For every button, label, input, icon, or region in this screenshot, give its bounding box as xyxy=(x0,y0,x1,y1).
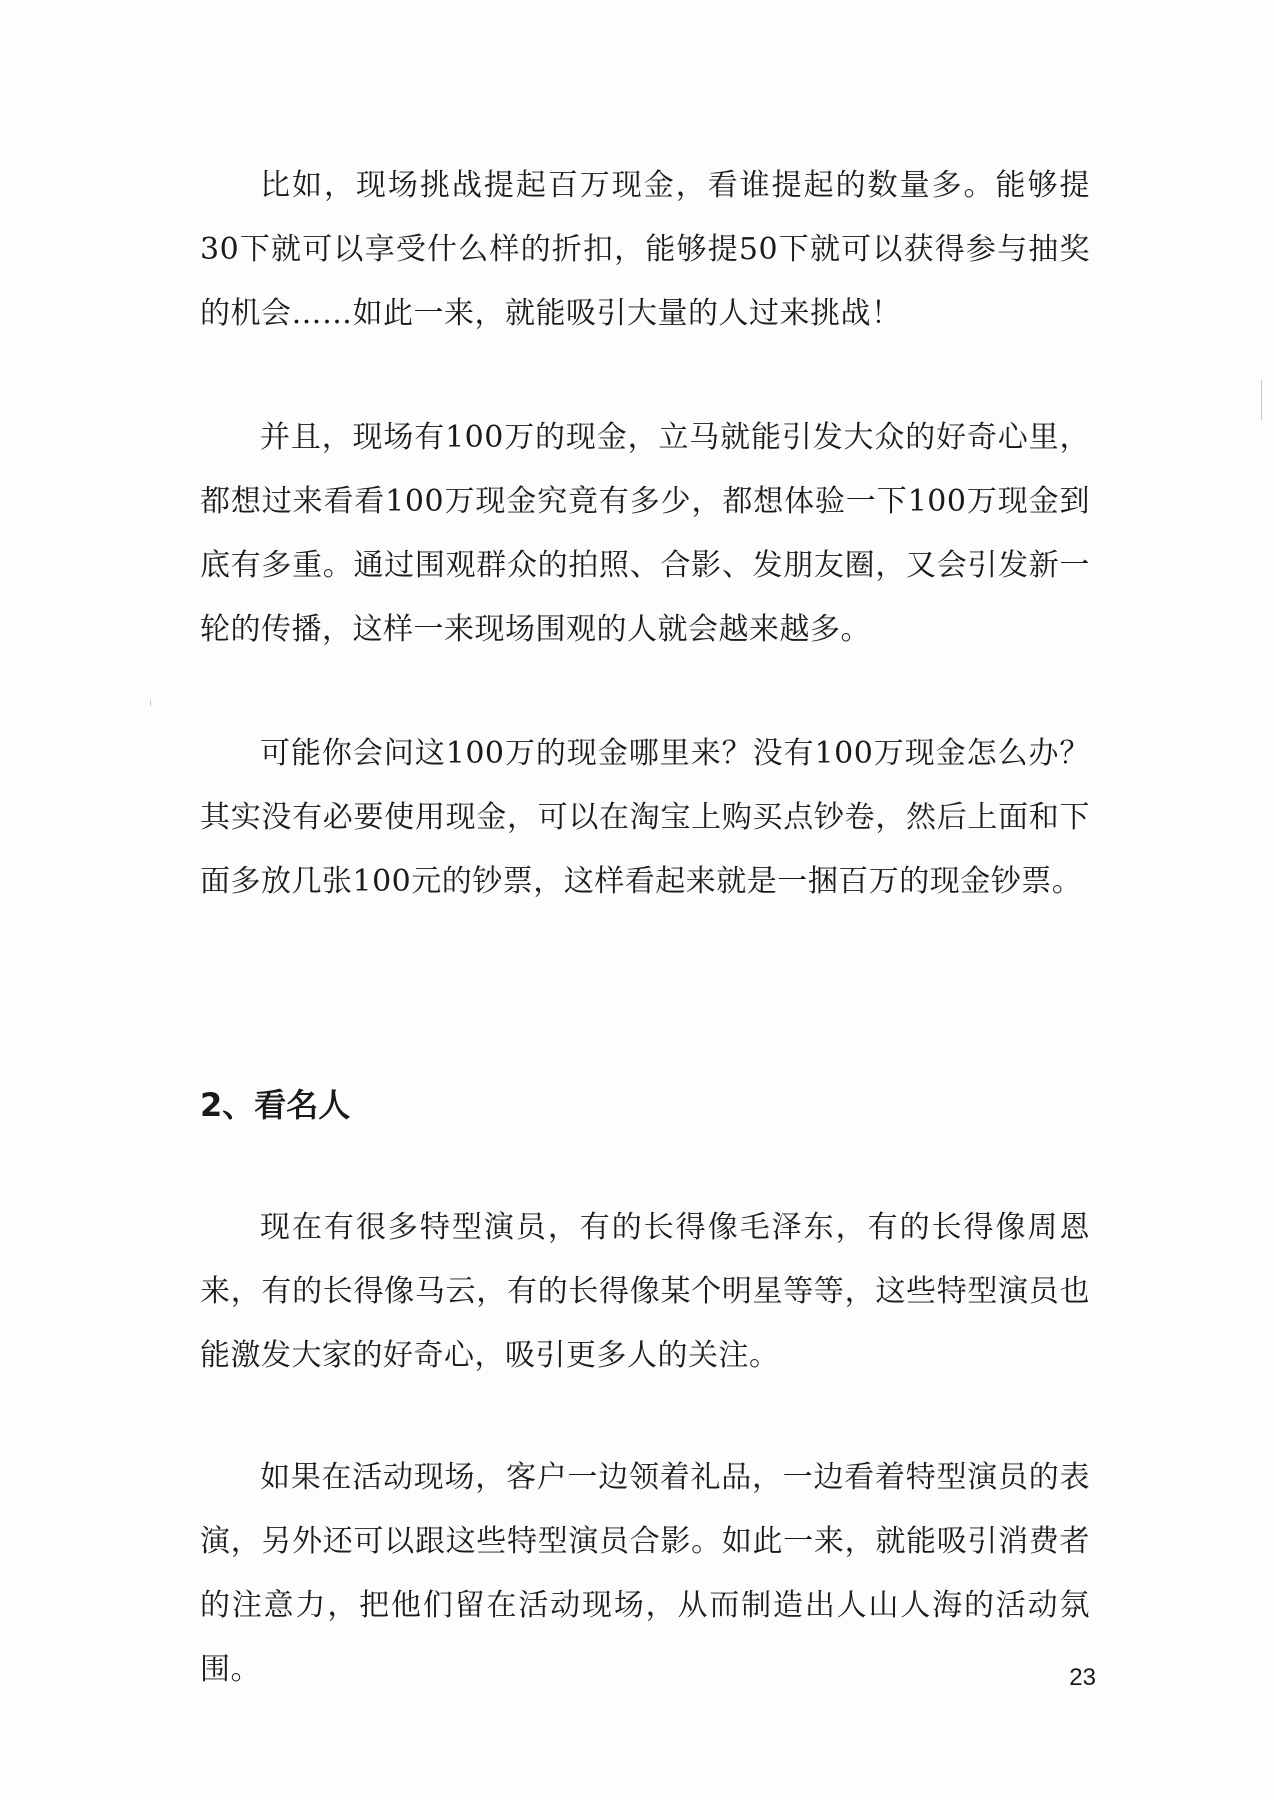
paragraph-challenge: 比如，现场挑战提起百万现金，看谁提起的数量多。能够提30下就可以享受什么样的折扣，能够提50下就可以获得参与抽奖的机会……如此一来，就能吸引大量的人过来挑战！ xyxy=(200,168,1090,331)
paragraph-fake-cash: 可能你会问这100万的现金哪里来？没有100万现金怎么办？其实没有必要使用现金，可以在淘宝上购买点钞卷，然后上面和下面多放几张100元的钞票，这样看起来就是一捆百万的现金钞票。 xyxy=(200,736,1090,899)
paragraph-impersonators: 现在有很多特型演员，有的长得像毛泽东，有的长得像周恩来，有的长得像马云，有的长得像某个明星等等，这些特型演员也能激发大家的好奇心，吸引更多人的关注。 xyxy=(200,1210,1090,1373)
scan-artifact xyxy=(1261,380,1262,420)
paragraph-event-site: 如果在活动现场，客户一边领着礼品，一边看着特型演员的表演，另外还可以跟这些特型演员合影。如此一来，就能吸引消费者的注意力，把他们留在活动现场，从而制造出人山人海的活动氛围。 xyxy=(200,1460,1090,1687)
page-number: 23 xyxy=(1069,1664,1096,1691)
paragraph-curiosity: 并且，现场有100万的现金，立马就能引发大众的好奇心里，都想过来看看100万现金究竟有多少，都想体验一下100万现金到底有多重。通过围观群众的拍照、合影、发朋友圈，又会引发新一轮的传播，这样一来现场围观的人就会越来越多。 xyxy=(200,420,1090,647)
scan-artifact xyxy=(150,700,151,706)
section-heading: 2、看名人 xyxy=(200,1086,351,1124)
